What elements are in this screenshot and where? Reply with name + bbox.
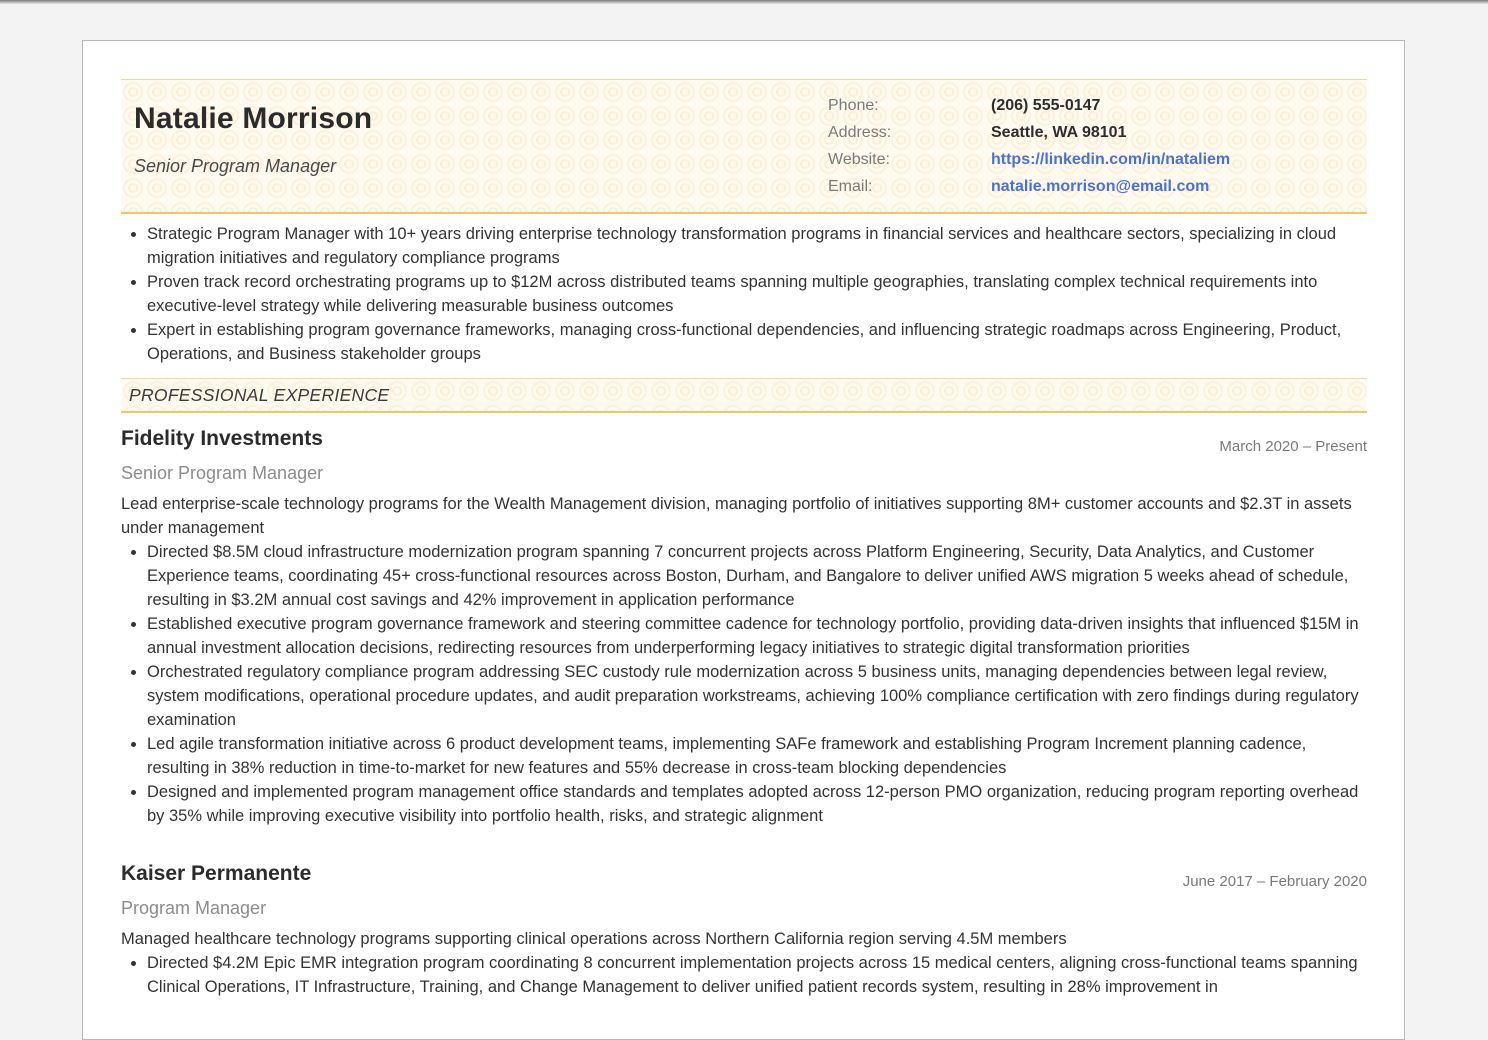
job-bullet: • Established executive program governance framework and steering committee cadence for technology portfolio, providing data-driven insights that influenced $15M in annual investment allocation decisions, redirecting resources from underperforming legacy initiatives to strategic digital transformation priorities [147,612,1367,660]
job-description: Lead enterprise-scale technology programs for the Wealth Management division, managing portfolio of initiatives supporting 8M+ customer accounts and $2.3T in assets under management [121,495,1352,537]
job-header [121,862,1367,890]
contact-block [828,92,1348,200]
website-link[interactable]: https://linkedin.com/in/nataliem [991,150,1231,168]
summary-item: • Expert in establishing program governance frameworks, managing cross-functional dependencies, and influencing strategic roadmaps across Engineering, Product, Operations, and Business stakeholder groups [147,318,1367,366]
address-value: Seattle, WA 98101 [991,123,1127,141]
job-dates: June 2017 – February 2020 [1182,873,1367,890]
summary-list [121,222,1367,366]
resume-header [121,79,1367,214]
job-entry-fidelity [121,427,1367,828]
candidate-name: Natalie Morrison [134,102,373,135]
job-role: Senior Program Manager [121,463,324,483]
job-description: Managed healthcare technology programs supporting clinical operations across Northern California region serving 4.5M members [121,930,1067,948]
summary-item: • Strategic Program Manager with 10+ years driving enterprise technology transformation programs in financial services and healthcare sectors, specializing in cloud migration initiatives and regulatory compliance programs [147,222,1367,270]
job-bullet: • Designed and implemented program management office standards and templates adopted across 12-person PMO organization, reducing program reporting overhead by 35% while improving executive visibility into portfolio health, risks, and strategic alignment [147,780,1367,828]
phone-value: (206) 555-0147 [991,96,1101,114]
email-label: Email: [828,177,873,195]
job-bullets [121,540,1367,828]
job-bullet: • Directed $8.5M cloud infrastructure modernization program spanning 7 concurrent projects across Platform Engineering, Security, Data Analytics, and Customer Experience teams, coordinating 45+ cross-functional resources across Boston, Durham, and Bangalore to deliver unified AWS migration 5 weeks ahead of schedule, resulting in $3.2M annual cost savings and 42% improvement in application performance [147,540,1367,612]
address-label: Address: [828,123,892,141]
job-bullet: • Led agile transformation initiative across 6 product development teams, implementing SAFe framework and establishing Program Increment planning cadence, resulting in 38% reduction in time-to-market for new features and 55% decrease in cross-team blocking dependencies [147,732,1367,780]
contact-row-email [828,173,1348,200]
contact-row-website [828,146,1348,173]
job-bullets [121,951,1367,999]
email-link[interactable]: natalie.morrison@email.com [991,177,1210,195]
job-dates: March 2020 – Present [1219,438,1367,455]
window-top-edge [0,0,1488,4]
contact-row-address [828,119,1348,146]
experience-section-title: PROFESSIONAL EXPERIENCE [129,384,390,405]
summary-item: • Proven track record orchestrating programs up to $12M across distributed teams spanning multiple geographies, translating complex technical requirements into executive-level strategy while delivering measurable business outcomes [147,270,1367,318]
job-header [121,427,1367,455]
job-role: Program Manager [121,898,267,918]
resume-page [82,40,1405,1040]
job-entry-kaiser [121,862,1367,999]
phone-label: Phone: [828,96,879,114]
company-name: Fidelity Investments [121,427,323,450]
candidate-title: Senior Program Manager [134,156,337,176]
website-label: Website: [828,150,890,168]
company-name: Kaiser Permanente [121,862,312,885]
experience-section-header [121,378,1367,413]
job-bullet: • Orchestrated regulatory compliance program addressing SEC custody rule modernization across 5 business units, managing dependencies between legal review, system modifications, operational procedure updates, and audit preparation workstreams, achieving 100% compliance certification with zero findings during regulatory examination [147,660,1367,732]
contact-row-phone [828,92,1348,119]
job-bullet: • Directed $4.2M Epic EMR integration program coordinating 8 concurrent implementation projects across 15 medical centers, aligning cross-functional teams spanning Clinical Operations, IT Infrastructure, Training, and Change Management to deliver unified patient records system, resulting in 28% improvement in [147,951,1367,999]
resume-content [121,79,1367,999]
